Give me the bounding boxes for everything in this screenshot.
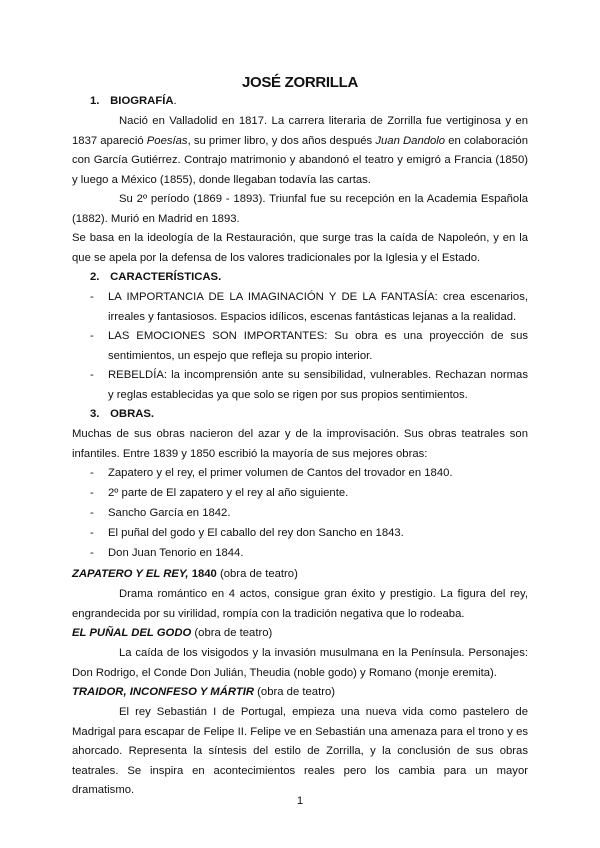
- work-title: TRAIDOR, INCONFESO Y MÁRTIR: [72, 686, 255, 698]
- section-title-period: .: [173, 95, 177, 107]
- bullet-dash: -: [90, 547, 94, 559]
- work-description: El rey Sebastián I de Portugal, empieza una nueva vida como pastelero de Madrigal para escapar de Felipe II. Felipe ve en Sebastián una amenaza para el trono y es ahorcado. Representa la síntesis del estilo de Zorrilla, y la conclusión de sus obras teatrales. Se inspira en acontecimientos reales pero los cambia para un mayor dramatismo.: [72, 706, 528, 796]
- section-heading-caracteristicas: [90, 268, 221, 288]
- italic-title: Juan Dandolo: [375, 134, 446, 147]
- text-run: Nació en Valladolid en 1817. La carrera literaria de Zorrilla fue vertiginosa y en 1837 apareció: [72, 115, 528, 147]
- work-title: ZAPATERO Y EL REY,: [72, 568, 189, 580]
- obras-intro: Muchas de sus obras nacieron del azar y de la improvisación. Sus obras teatrales son infantiles. Entre 1839 y 1850 escribió la mayoría de sus mejores obras:: [72, 428, 528, 460]
- bullet-dash: -: [90, 487, 94, 499]
- list-item-text: LA IMPORTANCIA DE LA IMAGINACIÓN Y DE LA FANTASÍA: crea escenarios, irreales y fantasiosos. Espacios idílicos, escenas fantásticas lejanas a la realidad.: [108, 291, 528, 323]
- bio-paragraph-1: [72, 112, 528, 190]
- section-heading-obras: [90, 405, 154, 425]
- section-title: OBRAS.: [110, 408, 155, 420]
- work-title: EL PUÑAL DEL GODO: [72, 627, 192, 639]
- bio-paragraph-2: Su 2º período (1869 - 1893). Triunfal fue su recepción en la Academia Española (1882). Murió en Madrid en 1893.: [72, 193, 528, 225]
- list-item-text: REBELDÍA: la incomprensión ante su sensibilidad, vulnerables. Rechazan normas y reglas establecidas ya que solo se rigen por sus propios sentimientos.: [108, 369, 528, 401]
- text-run: , su primer libro, y dos años después: [187, 134, 376, 147]
- bullet-dash: -: [90, 291, 94, 303]
- section-number: 1.: [90, 95, 100, 107]
- list-item: [90, 464, 528, 484]
- list-item: [90, 288, 528, 327]
- work-kind: (obra de teatro): [216, 568, 298, 580]
- list-item: [90, 484, 528, 504]
- work-year: 1840: [188, 568, 217, 580]
- text-run: en colaboración con García Gutiérrez. Contrajo matrimonio y abandonó el teatro y emigró a Francia (1850) y luego a México (1855), donde llegaban todavía las cartas.: [72, 134, 529, 186]
- work-kind: (obra de teatro): [254, 686, 336, 698]
- work-kind: (obra de teatro): [191, 627, 273, 639]
- work-heading-zapatero: [72, 565, 298, 585]
- list-item-text: LAS EMOCIONES SON IMPORTANTES: Su obra es una proyección de sus sentimientos, un espejo que refleja su propio interior.: [108, 330, 528, 362]
- list-item: [90, 327, 528, 366]
- list-item: [90, 366, 528, 405]
- list-item-text: Don Juan Tenorio en 1844.: [108, 547, 244, 559]
- work-description: Drama romántico en 4 actos, consigue gran éxito y prestigio. La figura del rey, engrandecida por su virilidad, rompía con la tradición negativa que lo rodeaba.: [72, 588, 528, 620]
- bullet-dash: -: [90, 507, 94, 519]
- list-item-text: Sancho García en 1842.: [108, 507, 231, 519]
- document-title: JOSÉ ZORRILLA: [241, 74, 359, 91]
- bio-paragraph-3: Se basa en la ideología de la Restauración, que surge tras la caída de Napoleón, y en la que se apela por la defensa de los valores tradicionales por la Iglesia y el Estado.: [72, 232, 528, 264]
- bullet-dash: -: [90, 330, 94, 342]
- section-title: BIOGRAFÍA: [110, 95, 174, 107]
- list-item-text: El puñal del godo y El caballo del rey don Sancho en 1843.: [108, 527, 404, 539]
- list-item: [90, 524, 528, 544]
- list-item: [90, 504, 528, 524]
- document-page: [72, 0, 528, 848]
- list-item-text: 2º parte de El zapatero y el rey al año siguiente.: [108, 487, 349, 499]
- work-heading-traidor: [72, 683, 335, 703]
- bullet-dash: -: [90, 369, 94, 381]
- work-heading-punal: [72, 624, 272, 644]
- page-number: 1: [296, 795, 304, 807]
- section-number: 2.: [90, 271, 100, 283]
- section-heading-biografia: [90, 92, 177, 112]
- bullet-dash: -: [90, 527, 94, 539]
- list-item-text: Zapatero y el rey, el primer volumen de Cantos del trovador en 1840.: [108, 467, 453, 479]
- section-title: CARACTERÍSTICAS.: [110, 271, 222, 283]
- list-item: [90, 544, 528, 564]
- work-description: La caída de los visigodos y la invasión musulmana en la Península. Personajes: Don Rodrigo, el Conde Don Julián, Theudia (noble godo) y Romano (monje eremita).: [72, 647, 528, 679]
- section-number: 3.: [90, 408, 100, 420]
- italic-title: Poesías: [146, 134, 188, 147]
- bullet-dash: -: [90, 467, 94, 479]
